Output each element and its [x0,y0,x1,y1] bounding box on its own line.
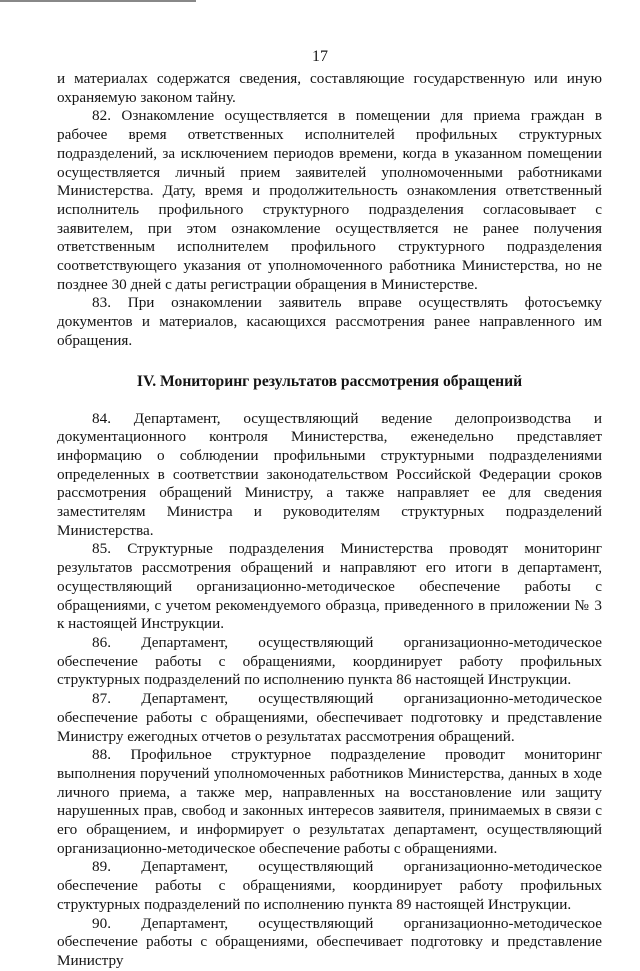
scan-edge-line [0,0,196,2]
paragraph-p87: 87. Департамент, осуществляющий организационно-методическое обеспечение работы с обращениями, обеспечивает подготовку и представление Министру ежегодных отчетов о результатах рассмотрения обращений. [57,690,602,745]
paragraph-p85: 85. Структурные подразделения Министерства проводят мониторинг результатов рассмотрения обращений и направляют его итоги в департамент, осуществляющий организационно-методическое обеспечение работы с обращениями, с учетом рекомендуемого образца, приведенного в приложении № 3 к настоящей Инструкции. [57,540,602,633]
paragraphs-after-section [57,410,602,971]
paragraph-p83: 83. При ознакомлении заявитель вправе осуществлять фотосъемку документов и материалов, касающихся рассмотрения ранее направленного им обращения. [57,294,602,349]
section-title: IV. Мониторинг результатов рассмотрения обращений [136,372,523,390]
paragraph-p88: 88. Профильное структурное подразделение проводит мониторинг выполнения поручений уполномоченных работников Министерства, данных в ходе личного приема, а также мер, направленных на восстановление или защиту нарушенных прав, свобод и законных интересов заявителя, принимаемых в связи с его обращением, и информирует о результатах департамент, осуществляющий организационно-методическое обеспечение работы с обращениями. [57,746,602,857]
paragraph-p90: 90. Департамент, осуществляющий организационно-методическое обеспечение работы с обращениями, обеспечивает подготовку и представление Министру [57,914,602,969]
paragraphs-before-section [57,70,602,351]
paragraph-p86: 86. Департамент, осуществляющий организационно-методическое обеспечение работы с обращениями, координирует работу профильных структурных подразделений по исполнению пункта 86 настоящей Инструкции. [57,633,602,689]
document-body [57,70,602,971]
paragraph-p89: 89. Департамент, осуществляющий организационно-методическое обеспечение работы с обращениями, координирует работу профильных структурных подразделений по исполнению пункта 89 настоящей Инструкции. [57,858,602,913]
page-number: 17 [312,48,328,65]
paragraph-p82: 82. Ознакомление осуществляется в помещении для приема граждан в рабочее время ответственных исполнителей профильных структурных подразделений, за исключением периодов времени, когда в указанном помещении осуществляется личный прием заявителей уполномоченными работниками Министерства. Дату, время и продолжительность ознакомления ответственный исполнитель профильного структурного подразделения согласовывает с заявителем, при этом ознакомление осуществляется не ранее получения ответственным исполнителем профильного структурного подразделения соответствующего указания от уполномоченного работника Министерства, но не позднее 30 дней с даты регистрации обращения в Министерстве. [57,107,602,293]
paragraph-p84: 84. Департамент, осуществляющий ведение делопроизводства и документационного контроля Министерства, еженедельно представляет информацию о соблюдении профильными структурными подразделениями определенных в соответствии законодательством Российской Федерации сроков рассмотрения обращений Министру, а также направляет ее для сведения заместителям Министра и руководителям структурных подразделений Министерства. [57,409,602,539]
paragraph-cont-81: и материалах содержатся сведения, составляющие государственную или иную охраняемую законом тайну. [57,70,602,106]
